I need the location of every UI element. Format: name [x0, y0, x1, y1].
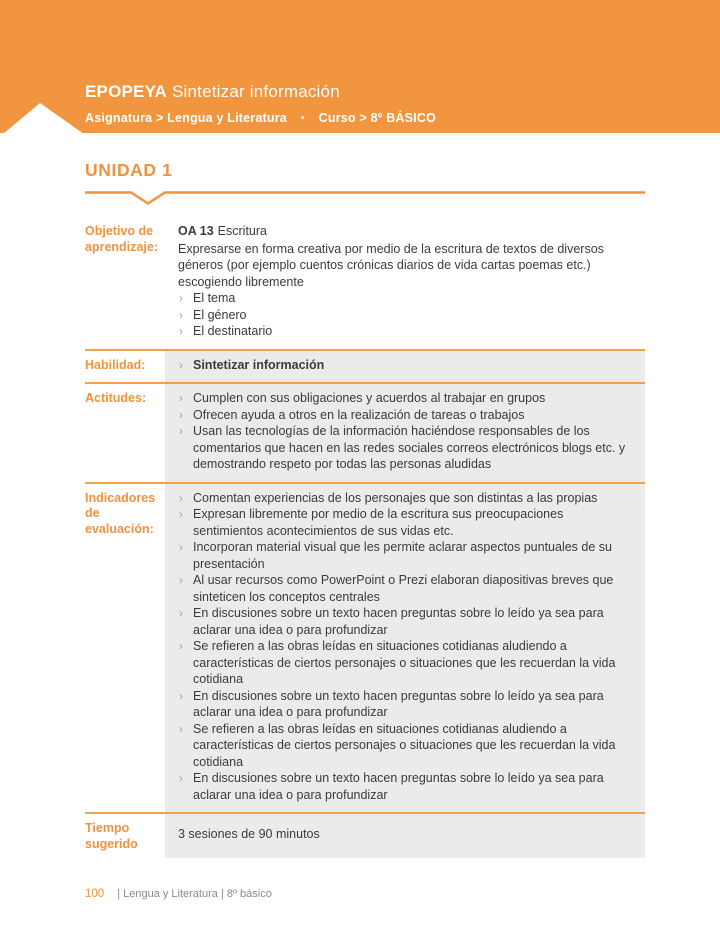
list-item — [178, 605, 631, 638]
row-indicadores-label: Indicadores de evaluación: — [85, 490, 156, 536]
header-meta-curso: Curso > 8º BÁSICO — [318, 111, 437, 125]
bullet-icon: › — [179, 606, 183, 620]
bullet-icon: › — [179, 391, 183, 405]
bullet-icon: › — [179, 771, 183, 785]
oa-code: OA 13 — [178, 224, 214, 238]
brand-name: EPOPEYA — [85, 82, 168, 101]
list-item-text: Usan las tecnologías de la información haciéndose responsables de los comentarios que hacen en las redes sociales correos electrónicos blogs etc. y demostrando respeto por todas las personas aludidas — [193, 424, 626, 471]
header-meta-asignatura: Asignatura > Lengua y Literatura — [85, 111, 287, 125]
page-number: 100 — [85, 888, 105, 900]
list-item-text: Comentan experiencias de los personajes que son distintas a las propias — [193, 490, 598, 505]
row-objetivo-content — [165, 217, 645, 349]
bullet-icon: › — [179, 540, 183, 554]
row-tiempo-label: Tiempo sugerido — [85, 821, 138, 851]
bullet-separator-icon: • — [300, 113, 305, 124]
bullet-icon: › — [179, 507, 183, 521]
list-item — [178, 390, 631, 407]
indicadores-bullet-list — [178, 490, 631, 804]
actitudes-bullet-list — [178, 390, 631, 473]
list-item — [178, 721, 631, 771]
list-item-text: El género — [193, 307, 247, 322]
list-item — [178, 357, 631, 374]
list-item-text: El destinatario — [193, 324, 273, 338]
list-item-text: En discusiones sobre un texto hacen preguntas sobre lo leído ya sea para aclarar una idea o para profundizar — [193, 688, 604, 719]
row-actitudes — [85, 382, 645, 482]
objetivo-bullet-list — [178, 290, 631, 340]
bullet-icon: › — [179, 490, 183, 505]
list-item — [178, 407, 631, 424]
bullet-icon: › — [179, 307, 183, 322]
list-item-text: En discusiones sobre un texto hacen preguntas sobre lo leído ya sea para aclarar una idea o para profundizar — [193, 606, 604, 637]
row-habilidad — [85, 349, 645, 383]
list-item — [178, 323, 631, 340]
list-item-text: Ofrecen ayuda a otros en la realización de tareas o trabajos — [193, 407, 525, 422]
row-indicadores — [85, 482, 645, 813]
bullet-icon: › — [179, 573, 183, 587]
row-objetivo-label: Objetivo de aprendizaje: — [85, 224, 158, 254]
oa-code-suffix: Escritura — [217, 224, 267, 238]
unit-info-table — [85, 217, 645, 858]
bullet-icon: › — [179, 324, 183, 338]
page-footer — [85, 888, 272, 900]
header-banner — [0, 0, 720, 133]
bullet-icon: › — [179, 357, 183, 372]
list-item-text: Incorporan material visual que les permite aclarar aspectos puntuales de su presentación — [193, 540, 612, 571]
list-item-text: En discusiones sobre un texto hacen preguntas sobre lo leído ya sea para aclarar una idea o para profundizar — [193, 771, 604, 802]
tiempo-value: 3 sesiones de 90 minutos — [178, 827, 320, 842]
row-objetivo — [85, 217, 645, 349]
bullet-icon: › — [179, 407, 183, 422]
list-item — [178, 307, 631, 324]
bullet-icon: › — [179, 721, 183, 736]
banner-notch-triangle-icon — [0, 102, 90, 134]
bullet-icon: › — [179, 639, 183, 653]
chevron-rule-icon — [85, 190, 645, 206]
row-habilidad-label: Habilidad: — [85, 357, 146, 372]
list-item-text: Cumplen con sus obligaciones y acuerdos al trabajar en grupos — [193, 391, 546, 405]
habilidad-bullet-list — [178, 357, 631, 374]
bullet-icon: › — [179, 291, 183, 305]
row-actitudes-content — [165, 384, 645, 482]
header-text-block — [85, 82, 436, 125]
oa-heading — [178, 223, 631, 240]
footer-text: | Lengua y Literatura | 8º básico — [117, 888, 272, 900]
unit-title: UNIDAD 1 — [85, 160, 173, 180]
list-item — [178, 423, 631, 473]
list-item — [178, 770, 631, 803]
row-habilidad-content — [165, 351, 645, 383]
list-item-text: Al usar recursos como PowerPoint o Prezi elaboran diapositivas breves que sinteticen los conceptos centrales — [193, 573, 614, 604]
row-tiempo-content — [165, 814, 645, 858]
row-indicadores-content — [165, 484, 645, 813]
list-item-text: Sintetizar información — [193, 357, 325, 372]
list-item-text: El tema — [193, 291, 236, 305]
header-meta — [85, 111, 436, 125]
list-item — [178, 490, 631, 507]
list-item — [178, 572, 631, 605]
oa-paragraph: Expresarse en forma creativa por medio de la escritura de textos de diversos géneros (por ejemplo cuentos crónicas diarios de vida cartas poemas etc.) escogiendo libremente — [178, 241, 604, 289]
list-item — [178, 290, 631, 307]
list-item-text: Se refieren a las obras leídas en situaciones cotidianas aludiendo a características de ciertos personajes o situaciones que les recuerdan la vida cotidiana — [193, 639, 616, 686]
list-item — [178, 688, 631, 721]
header-subject-title: Sintetizar información — [171, 82, 340, 101]
bullet-icon: › — [179, 688, 183, 703]
header-title — [85, 82, 436, 102]
row-actitudes-label: Actitudes: — [85, 391, 147, 405]
bullet-icon: › — [179, 424, 183, 438]
row-tiempo — [85, 812, 645, 858]
list-item — [178, 506, 631, 539]
list-item-text: Expresan libremente por medio de la escritura sus preocupaciones sentimientos acontecimientos de sus vidas etc. — [193, 507, 564, 538]
list-item — [178, 638, 631, 688]
list-item-text: Se refieren a las obras leídas en situaciones cotidianas aludiendo a características de ciertos personajes o situaciones que les recuerdan la vida cotidiana — [193, 721, 616, 769]
list-item — [178, 539, 631, 572]
